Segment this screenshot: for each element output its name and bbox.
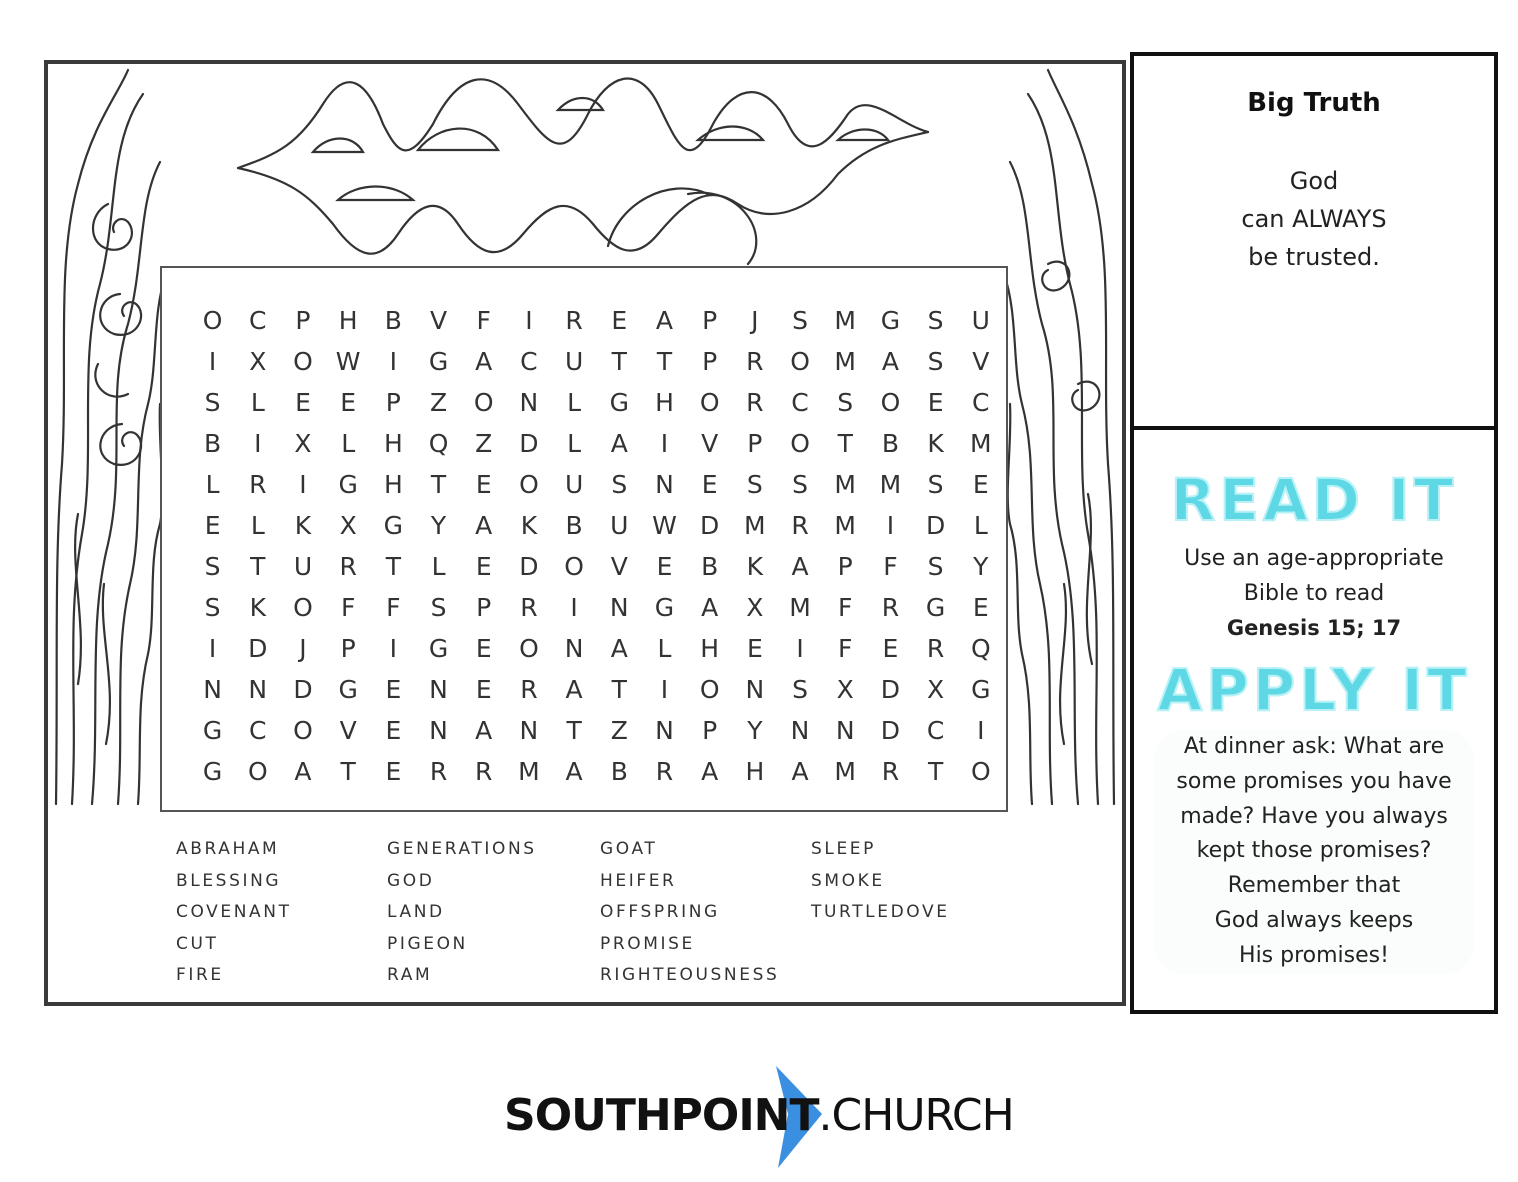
grid-letter: F [476, 306, 491, 335]
grid-letter: T [250, 552, 266, 581]
grid-letter: N [248, 675, 268, 704]
grid-letter: R [791, 511, 809, 540]
grid-letter: M [518, 757, 540, 786]
grid-letter: Y [747, 716, 763, 745]
grid-letter: M [789, 593, 811, 622]
grid-letter: R [746, 388, 764, 417]
word-item: RAM [387, 965, 433, 986]
read-it-heading: READ IT [1170, 466, 1458, 534]
big-truth-text [1134, 162, 1494, 276]
grid-letter: L [341, 429, 356, 458]
grid-letter: T [566, 716, 582, 745]
grid-letter: A [294, 757, 312, 786]
grid-letter: R [926, 634, 945, 663]
apply-line: Remember that [1227, 873, 1401, 899]
grid-letter: T [837, 429, 853, 458]
word-item: ABRAHAM [176, 839, 280, 859]
grid-letter: V [972, 347, 990, 376]
letter-grid-box [160, 266, 1008, 812]
read-it-text [1134, 542, 1494, 646]
grid-letter: M [834, 470, 856, 499]
grid-letter: A [791, 757, 809, 786]
grid-letter: I [796, 634, 804, 663]
grid-letter: O [293, 716, 313, 745]
grid-letter: N [655, 470, 674, 499]
grid-letter: D [293, 675, 313, 704]
grid-letter: O [564, 552, 584, 581]
grid-letter: O [519, 470, 539, 499]
grid-letter: I [208, 347, 217, 376]
word-item: GENERATIONS [387, 839, 537, 859]
grid-letter: N [429, 675, 448, 704]
big-truth-line: can ALWAYS [1241, 205, 1387, 233]
grid-letter: M [744, 511, 766, 540]
grid-letter: N [835, 716, 855, 745]
grid-letter: E [972, 593, 989, 622]
grid-letter: V [701, 429, 719, 458]
grid-letter: L [431, 552, 446, 581]
big-truth-line: God [1289, 167, 1339, 195]
grid-letter: A [475, 347, 493, 376]
grid-letter: A [565, 675, 583, 704]
grid-letter: I [389, 347, 398, 376]
grid-letter: H [700, 634, 720, 663]
grid-letter: B [701, 552, 719, 581]
logo-text-southpoint: SOUTHPOINT [504, 1090, 819, 1141]
grid-letter: T [385, 552, 401, 581]
grid-letter: O [880, 388, 901, 417]
grid-letter: A [881, 347, 899, 376]
grid-letter: B [881, 429, 899, 458]
grid-letter: G [202, 716, 223, 745]
grid-letter: L [657, 634, 672, 663]
grid-letter: L [567, 388, 582, 417]
grid-letter: S [927, 470, 944, 499]
grid-letter: D [519, 429, 539, 458]
apply-line: made? Have you always [1180, 803, 1448, 829]
grid-letter: C [249, 716, 267, 745]
grid-letter: O [473, 388, 494, 417]
grid-letter: T [611, 347, 627, 376]
grid-letter: X [294, 429, 312, 458]
grid-letter: C [972, 388, 990, 417]
grid-letter: E [340, 388, 357, 417]
grid-letter: N [429, 716, 448, 745]
grid-letter: G [338, 675, 358, 704]
grid-letter: T [656, 347, 673, 376]
grid-letter: G [654, 593, 675, 622]
grid-letter: E [611, 306, 628, 335]
grid-letter: O [699, 388, 720, 417]
grid-letter: B [384, 306, 402, 335]
grid-letter: D [880, 716, 901, 745]
grid-letter: S [792, 470, 808, 499]
grid-letter: I [389, 634, 398, 663]
grid-letter: O [699, 675, 720, 704]
grid-letter: C [249, 306, 267, 335]
grid-letter: T [927, 757, 944, 786]
grid-letter: U [293, 552, 313, 581]
read-line: Bible to read [1243, 580, 1385, 606]
grid-letter: I [254, 429, 262, 458]
word-item: HEIFER [600, 870, 677, 891]
grid-letter: T [340, 757, 356, 786]
word-item: SLEEP [811, 839, 876, 859]
grid-letter: X [746, 593, 764, 622]
grid-letter: M [834, 347, 856, 376]
grid-letter: O [970, 757, 991, 786]
grid-letter: B [610, 757, 628, 786]
grid-letter: F [883, 552, 898, 581]
grid-letter: G [971, 675, 991, 704]
grid-letter: G [609, 388, 629, 417]
word-item: FIRE [176, 965, 224, 986]
grid-letter: R [429, 757, 448, 786]
grid-letter: Q [428, 429, 449, 458]
scripture-reference: Genesis 15; 17 [1226, 616, 1402, 640]
grid-letter: I [660, 675, 669, 704]
grid-letter: G [925, 593, 946, 622]
grid-letter: U [564, 347, 584, 376]
grid-letter: T [611, 675, 627, 704]
grid-letter: N [519, 716, 539, 745]
grid-letter: H [655, 388, 674, 417]
grid-letter: Q [970, 634, 991, 663]
word-item: CUT [176, 933, 219, 954]
big-truth-line: be trusted. [1248, 243, 1380, 271]
grid-letter: E [475, 552, 492, 581]
grid-letter: R [565, 306, 583, 335]
grid-letter: E [882, 634, 899, 663]
grid-letter: O [247, 757, 268, 786]
word-item: PIGEON [387, 933, 468, 954]
grid-letter: A [610, 634, 628, 663]
grid-letter: K [927, 429, 944, 458]
grid-letter: B [204, 429, 222, 458]
grid-letter: F [340, 593, 356, 622]
grid-letter: O [790, 347, 810, 376]
grid-letter: S [204, 552, 221, 581]
grid-letter: I [886, 511, 895, 540]
grid-letter: I [525, 306, 533, 335]
grid-letter: H [745, 757, 765, 786]
grid-letter: M [834, 511, 856, 540]
grid-letter: L [567, 429, 582, 458]
grid-letter: N [564, 634, 584, 663]
grid-letter: V [339, 716, 357, 745]
grid-letter: L [973, 511, 988, 540]
grid-letter: P [837, 552, 853, 581]
grid-letter: R [520, 675, 538, 704]
apply-line: God always keeps [1214, 907, 1414, 933]
grid-letter: Y [973, 552, 989, 581]
grid-letter: M [834, 757, 856, 786]
grid-letter: D [880, 675, 901, 704]
grid-letter: M [879, 470, 902, 499]
word-item [811, 960, 996, 992]
grid-letter: O [790, 429, 810, 458]
apply-line: At dinner ask: What are [1183, 734, 1445, 759]
grid-letter: R [746, 347, 764, 376]
grid-letter: I [570, 593, 578, 622]
grid-letter: F [386, 593, 401, 622]
grid-letter: N [203, 675, 222, 704]
grid-letter: F [838, 634, 853, 663]
grid-letter: E [385, 716, 402, 745]
grid-letter: S [204, 388, 221, 417]
grid-letter: R [520, 593, 538, 622]
grid-letter: U [971, 306, 990, 335]
grid-letter: S [430, 593, 447, 622]
grid-letter: S [837, 388, 854, 417]
southpoint-church-logo [504, 1064, 1024, 1168]
grid-letter: A [610, 429, 628, 458]
grid-letter: E [927, 388, 944, 417]
grid-letter: N [790, 716, 810, 745]
grid-letter: L [250, 388, 265, 417]
grid-letter: L [250, 511, 265, 540]
grid-letter: K [520, 511, 538, 540]
grid-letter: E [972, 470, 989, 499]
grid-letter: X [927, 675, 945, 704]
word-item: GOD [387, 870, 435, 891]
grid-letter: X [339, 511, 357, 540]
grid-letter: C [926, 716, 945, 745]
grid-letter: S [927, 306, 944, 335]
grid-letter: E [746, 634, 763, 663]
grid-letter: P [385, 388, 401, 417]
grid-letter: J [751, 306, 759, 335]
grid-letter: I [660, 429, 669, 458]
grid-letter: K [294, 511, 312, 540]
grid-letter: H [338, 306, 358, 335]
grid-letter: U [564, 470, 584, 499]
grid-letter: P [476, 593, 492, 622]
grid-letter: E [385, 757, 402, 786]
grid-letter: E [475, 634, 492, 663]
grid-letter: G [338, 470, 358, 499]
grid-letter: D [700, 511, 720, 540]
grid-letter: H [383, 429, 403, 458]
grid-letter: I [208, 634, 217, 663]
apply-line: some promises you have [1176, 768, 1452, 794]
read-line: Use an age-appropriate [1184, 546, 1444, 571]
grid-letter: E [295, 388, 311, 417]
word-item: RIGHTEOUSNESS [600, 965, 780, 986]
grid-letter: U [610, 511, 629, 540]
grid-letter: Z [610, 716, 628, 745]
grid-letter: A [655, 306, 674, 335]
grid-letter: R [655, 757, 674, 786]
grid-letter: Y [430, 511, 447, 540]
grid-letter: S [792, 675, 808, 704]
grid-letter: Z [429, 388, 448, 417]
word-item: GOAT [600, 839, 658, 859]
word-item: PROMISE [600, 933, 695, 954]
word-item: SMOKE [811, 870, 885, 891]
grid-letter: A [475, 716, 493, 745]
grid-letter: N [519, 388, 539, 417]
grid-letter: R [339, 552, 357, 581]
grid-letter: K [746, 552, 764, 581]
grid-letter: S [927, 347, 944, 376]
grid-letter: N [609, 593, 629, 622]
word-item: COVENANT [176, 902, 292, 923]
word-item [811, 929, 996, 961]
grid-letter: P [747, 429, 763, 458]
grid-letter: G [202, 757, 223, 786]
word-item: OFFSPRING [600, 902, 720, 923]
grid-letter: O [293, 593, 313, 622]
grid-letter: W [652, 511, 677, 540]
grid-letter: T [430, 470, 447, 499]
grid-letter: S [927, 552, 944, 581]
grid-letter: P [340, 634, 356, 663]
grid-letter: D [519, 552, 539, 581]
grid-letter: S [611, 470, 628, 499]
grid-letter: E [385, 675, 402, 704]
read-apply-box [1130, 426, 1498, 1014]
grid-letter: S [792, 306, 808, 335]
grid-letter: E [475, 470, 492, 499]
grid-letter: C [791, 388, 809, 417]
grid-letter: P [702, 347, 718, 376]
word-item: LAND [387, 902, 445, 923]
apply-line: His promises! [1239, 942, 1389, 968]
grid-letter: G [428, 347, 449, 376]
grid-letter: P [702, 306, 718, 335]
grid-letter: C [520, 347, 538, 376]
grid-letter: N [745, 675, 765, 704]
apply-line: kept those promises? [1196, 838, 1432, 864]
grid-letter: E [701, 470, 718, 499]
grid-letter: I [977, 716, 985, 745]
grid-letter: J [299, 634, 307, 663]
grid-letter: G [880, 306, 901, 335]
big-truth-box [1130, 52, 1498, 430]
grid-letter: G [428, 634, 449, 663]
grid-letter: R [249, 470, 267, 499]
logo-text-church: .CHURCH [818, 1090, 1014, 1141]
grid-letter: I [299, 470, 307, 499]
word-item: TURTLEDOVE [811, 902, 950, 923]
grid-letter: A [791, 552, 809, 581]
grid-letter: W [335, 347, 361, 376]
grid-letter: R [881, 593, 900, 622]
grid-letter: A [565, 757, 583, 786]
grid-letter: K [249, 593, 266, 622]
grid-letter: V [610, 552, 628, 581]
grid-letter: X [249, 347, 267, 376]
apply-it-text [1154, 730, 1474, 974]
grid-letter: D [248, 634, 268, 663]
letter-grid [190, 300, 1003, 792]
big-truth-title: Big Truth [1247, 88, 1381, 118]
grid-letter: R [475, 757, 493, 786]
grid-letter: P [295, 306, 311, 335]
grid-letter: G [383, 511, 404, 540]
grid-letter: P [702, 716, 718, 745]
grid-letter: V [429, 306, 448, 335]
word-item: BLESSING [176, 870, 282, 891]
grid-letter: R [881, 757, 900, 786]
grid-letter: D [925, 511, 946, 540]
word-search-panel [44, 60, 1126, 1006]
grid-letter: E [204, 511, 221, 540]
grid-letter: L [205, 470, 220, 499]
grid-letter: X [836, 675, 854, 704]
grid-letter: O [519, 634, 539, 663]
grid-letter: A [701, 593, 719, 622]
grid-letter: S [746, 470, 763, 499]
grid-letter: Z [475, 429, 493, 458]
grid-letter: O [293, 347, 313, 376]
grid-letter: E [475, 675, 492, 704]
grid-letter: S [204, 593, 221, 622]
grid-letter: A [701, 757, 719, 786]
grid-letter: B [565, 511, 583, 540]
grid-letter: M [969, 429, 992, 458]
apply-it-heading: APPLY IT [1157, 656, 1471, 724]
word-list [176, 834, 996, 992]
grid-letter: N [655, 716, 674, 745]
grid-letter: A [475, 511, 493, 540]
grid-letter: O [202, 306, 223, 335]
grid-letter: M [834, 306, 856, 335]
grid-letter: F [838, 593, 853, 622]
grid-letter: E [656, 552, 673, 581]
grid-letter: H [383, 470, 403, 499]
